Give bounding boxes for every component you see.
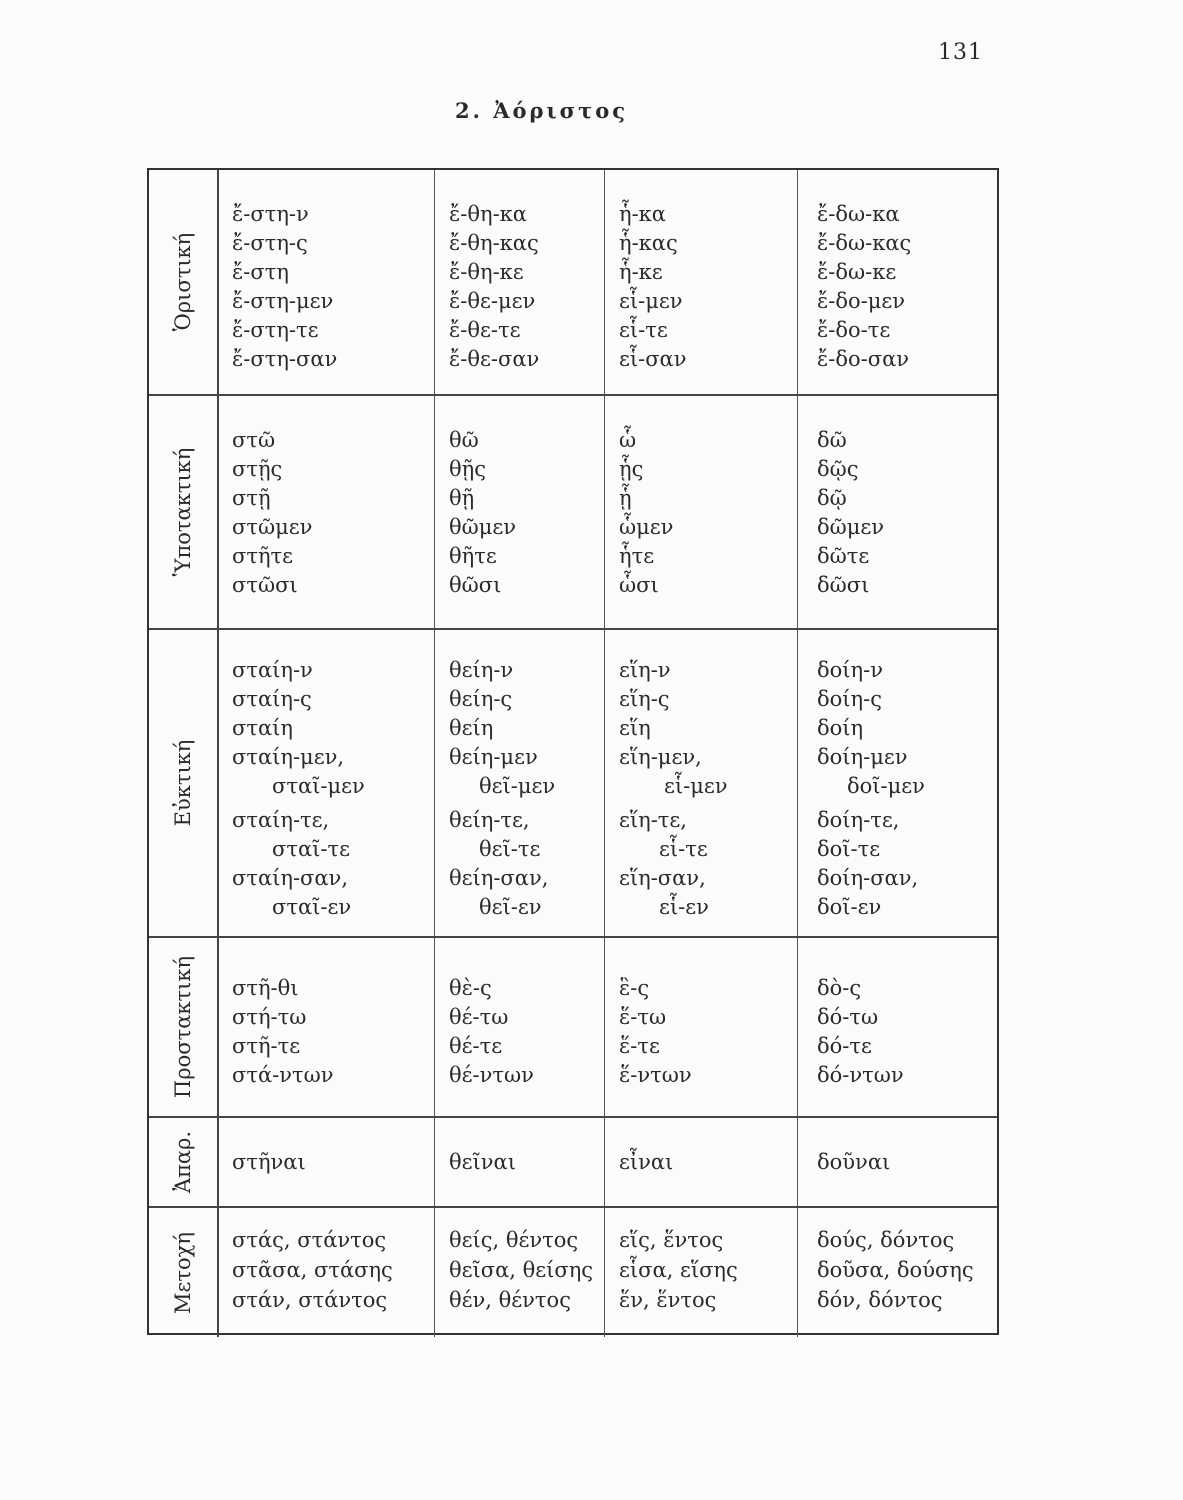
verb-form: σταίη-μεν, xyxy=(232,745,345,769)
verb-form: θέ-τω xyxy=(449,1005,509,1029)
verb-form: στῆναι xyxy=(232,1150,306,1174)
verb-form: εἷ-εν xyxy=(659,895,709,919)
verb-form: θεῖ-τε xyxy=(479,837,541,861)
verb-form: θείς, θέντος xyxy=(449,1228,579,1252)
verb-form: δὸ-ς xyxy=(817,976,862,1000)
mood-label-cell xyxy=(149,1118,219,1206)
verb-form: θείη-ς xyxy=(449,687,513,711)
verb-form: θέ-τε xyxy=(449,1034,503,1058)
verb-form: θείη-ν xyxy=(449,658,514,682)
verb-form: θεῖ-μεν xyxy=(479,774,556,798)
mood-block xyxy=(149,630,997,938)
verb-form: θῇς xyxy=(449,457,486,481)
verb-form: εἵη-ς xyxy=(619,687,670,711)
mood-block xyxy=(149,938,997,1118)
verb-form: εἷ-μεν xyxy=(664,774,728,798)
verb-form: ἧτε xyxy=(619,544,655,568)
column-divider xyxy=(604,396,605,628)
verb-form: θείη-μεν xyxy=(449,745,538,769)
verb-form: στῶ xyxy=(232,428,276,452)
page-number: 131 xyxy=(938,40,983,65)
mood-label-cell xyxy=(149,170,219,394)
mood-label-cell xyxy=(149,396,219,628)
verb-form: ἔ-θη-κε xyxy=(449,260,524,284)
verb-form: σταίη-ν xyxy=(232,658,313,682)
verb-form: δοῖ-μεν xyxy=(847,774,925,798)
mood-label: Προστακτική xyxy=(171,955,195,1099)
column-divider xyxy=(434,1118,435,1206)
verb-form: εἷσα, εἵσης xyxy=(619,1258,738,1282)
mood-label-cell xyxy=(149,630,219,936)
column-divider xyxy=(434,1208,435,1337)
verb-form: δοῖ-τε xyxy=(817,837,881,861)
verb-form: ἔ-στη-σαν xyxy=(232,347,338,371)
page-title: 2. Ἀόριστος xyxy=(455,98,629,123)
verb-form: θείη xyxy=(449,716,494,740)
verb-form: ὧ xyxy=(619,428,637,452)
mood-label-cell xyxy=(149,1208,219,1337)
verb-form: δῷς xyxy=(817,457,859,481)
verb-form: δοίη-μεν xyxy=(817,745,908,769)
verb-form: ἕν, ἕντος xyxy=(619,1288,717,1312)
verb-form: εἷ-σαν xyxy=(619,347,687,371)
column-divider xyxy=(604,170,605,394)
verb-form: στῶσι xyxy=(232,573,298,597)
column-divider xyxy=(797,1208,798,1337)
verb-form: ἔ-θε-μεν xyxy=(449,289,536,313)
mood-label: Ὁριστική xyxy=(171,232,195,332)
verb-form: στῆ-θι xyxy=(232,976,299,1000)
verb-form: ἔ-στη-ν xyxy=(232,202,309,226)
aorist-conjugation-table xyxy=(147,168,999,1335)
verb-form: ἔ-δω-κας xyxy=(817,231,912,255)
verb-form: ἔ-θη-κας xyxy=(449,231,539,255)
verb-form: στῇ xyxy=(232,486,271,510)
verb-form: εἵη xyxy=(619,716,651,740)
verb-form: ἔ-θε-τε xyxy=(449,318,521,342)
verb-form: θὲ-ς xyxy=(449,976,492,1000)
mood-label: Ὑποτακτική xyxy=(171,447,195,577)
verb-form: δοῦναι xyxy=(817,1150,891,1174)
verb-form: θέν, θέντος xyxy=(449,1288,571,1312)
verb-form: θείη-σαν, xyxy=(449,866,549,890)
verb-form: ᾗς xyxy=(619,457,644,481)
mood-label: Μετοχή xyxy=(171,1231,195,1314)
column-divider xyxy=(797,1118,798,1206)
column-divider xyxy=(797,396,798,628)
verb-form: ἔ-στη-τε xyxy=(232,318,319,342)
verb-form: ἕ-ντων xyxy=(619,1063,692,1087)
verb-form: δούς, δόντος xyxy=(817,1228,955,1252)
verb-form: δοῖ-εν xyxy=(817,895,882,919)
verb-form: θῇ xyxy=(449,486,475,510)
column-divider xyxy=(434,630,435,936)
verb-form: ἔ-θη-κα xyxy=(449,202,527,226)
verb-form: ἔ-στη xyxy=(232,260,289,284)
verb-form: θείη-τε, xyxy=(449,808,530,832)
verb-form: σταίη xyxy=(232,716,293,740)
verb-form: εἵη-σαν, xyxy=(619,866,706,890)
verb-form: στά-ντων xyxy=(232,1063,334,1087)
verb-form: ἔ-δω-κα xyxy=(817,202,900,226)
verb-form: θῆτε xyxy=(449,544,497,568)
verb-form: εἵη-τε, xyxy=(619,808,687,832)
verb-form: δῶ xyxy=(817,428,847,452)
verb-form: ἧ-κα xyxy=(619,202,666,226)
verb-form: θεῖ-εν xyxy=(479,895,542,919)
verb-form: στῇς xyxy=(232,457,283,481)
verb-form: δῶμεν xyxy=(817,515,885,539)
column-divider xyxy=(434,938,435,1116)
column-divider xyxy=(604,1118,605,1206)
mood-label-cell xyxy=(149,938,219,1116)
mood-label: Εὐκτική xyxy=(171,739,195,827)
verb-form: δοίη xyxy=(817,716,864,740)
verb-form: δῶσι xyxy=(817,573,870,597)
verb-form: σταῖ-τε xyxy=(272,837,350,861)
mood-block xyxy=(149,170,997,396)
column-divider xyxy=(604,1208,605,1337)
column-divider xyxy=(604,938,605,1116)
verb-form: ᾗ xyxy=(619,486,632,510)
verb-form: εἷ-τε xyxy=(659,837,708,861)
verb-form: στάν, στάντος xyxy=(232,1288,388,1312)
verb-form: στᾶσα, στάσης xyxy=(232,1258,393,1282)
verb-form: δό-τω xyxy=(817,1005,879,1029)
verb-form: στῶμεν xyxy=(232,515,313,539)
verb-form: δῷ xyxy=(817,486,847,510)
verb-form: ὧμεν xyxy=(619,515,674,539)
verb-form: δοίη-τε, xyxy=(817,808,900,832)
verb-form: εἶναι xyxy=(619,1150,674,1174)
verb-form: δῶτε xyxy=(817,544,870,568)
verb-form: ἔ-στη-μεν xyxy=(232,289,334,313)
verb-form: στῆ-τε xyxy=(232,1034,301,1058)
verb-form: ἧ-κε xyxy=(619,260,663,284)
verb-form: ὧσι xyxy=(619,573,659,597)
verb-form: σταίη-τε, xyxy=(232,808,330,832)
verb-form: σταίη-ς xyxy=(232,687,312,711)
verb-form: εἵς, ἕντος xyxy=(619,1228,724,1252)
column-divider xyxy=(434,170,435,394)
column-divider xyxy=(604,630,605,936)
verb-form: ἔ-στη-ς xyxy=(232,231,308,255)
verb-form: στάς, στάντος xyxy=(232,1228,387,1252)
column-divider xyxy=(797,630,798,936)
verb-form: θῶ xyxy=(449,428,479,452)
verb-form: θεῖναι xyxy=(449,1150,516,1174)
verb-form: σταῖ-εν xyxy=(272,895,352,919)
mood-block xyxy=(149,1118,997,1208)
verb-form: ἔ-θε-σαν xyxy=(449,347,540,371)
verb-form: δό-τε xyxy=(817,1034,872,1058)
column-divider xyxy=(434,396,435,628)
verb-form: δόν, δόντος xyxy=(817,1288,943,1312)
mood-block xyxy=(149,1208,997,1337)
verb-form: εἵη-μεν, xyxy=(619,745,702,769)
verb-form: στῆτε xyxy=(232,544,294,568)
verb-form: ἔ-δο-μεν xyxy=(817,289,906,313)
verb-form: στή-τω xyxy=(232,1005,307,1029)
verb-form: εἷ-μεν xyxy=(619,289,683,313)
verb-form: ἓ-ς xyxy=(619,976,650,1000)
verb-form: θεῖσα, θείσης xyxy=(449,1258,594,1282)
verb-form: εἷ-τε xyxy=(619,318,668,342)
mood-block xyxy=(149,396,997,630)
mood-label: Ἀπαρ. xyxy=(171,1130,195,1194)
verb-form: θέ-ντων xyxy=(449,1063,534,1087)
verb-form: δοῦσα, δούσης xyxy=(817,1258,974,1282)
verb-form: σταῖ-μεν xyxy=(272,774,365,798)
verb-form: ἧ-κας xyxy=(619,231,678,255)
verb-form: δοίη-σαν, xyxy=(817,866,919,890)
verb-form: σταίη-σαν, xyxy=(232,866,349,890)
verb-form: ἔ-δω-κε xyxy=(817,260,897,284)
verb-form: ἕ-τε xyxy=(619,1034,660,1058)
verb-form: δό-ντων xyxy=(817,1063,904,1087)
verb-form: δοίη-ν xyxy=(817,658,883,682)
verb-form: ἔ-δο-τε xyxy=(817,318,891,342)
verb-form: θῶμεν xyxy=(449,515,517,539)
verb-form: ἕ-τω xyxy=(619,1005,667,1029)
verb-form: θῶσι xyxy=(449,573,502,597)
verb-form: εἵη-ν xyxy=(619,658,671,682)
column-divider xyxy=(797,938,798,1116)
column-divider xyxy=(797,170,798,394)
verb-form: ἔ-δο-σαν xyxy=(817,347,910,371)
verb-form: δοίη-ς xyxy=(817,687,882,711)
